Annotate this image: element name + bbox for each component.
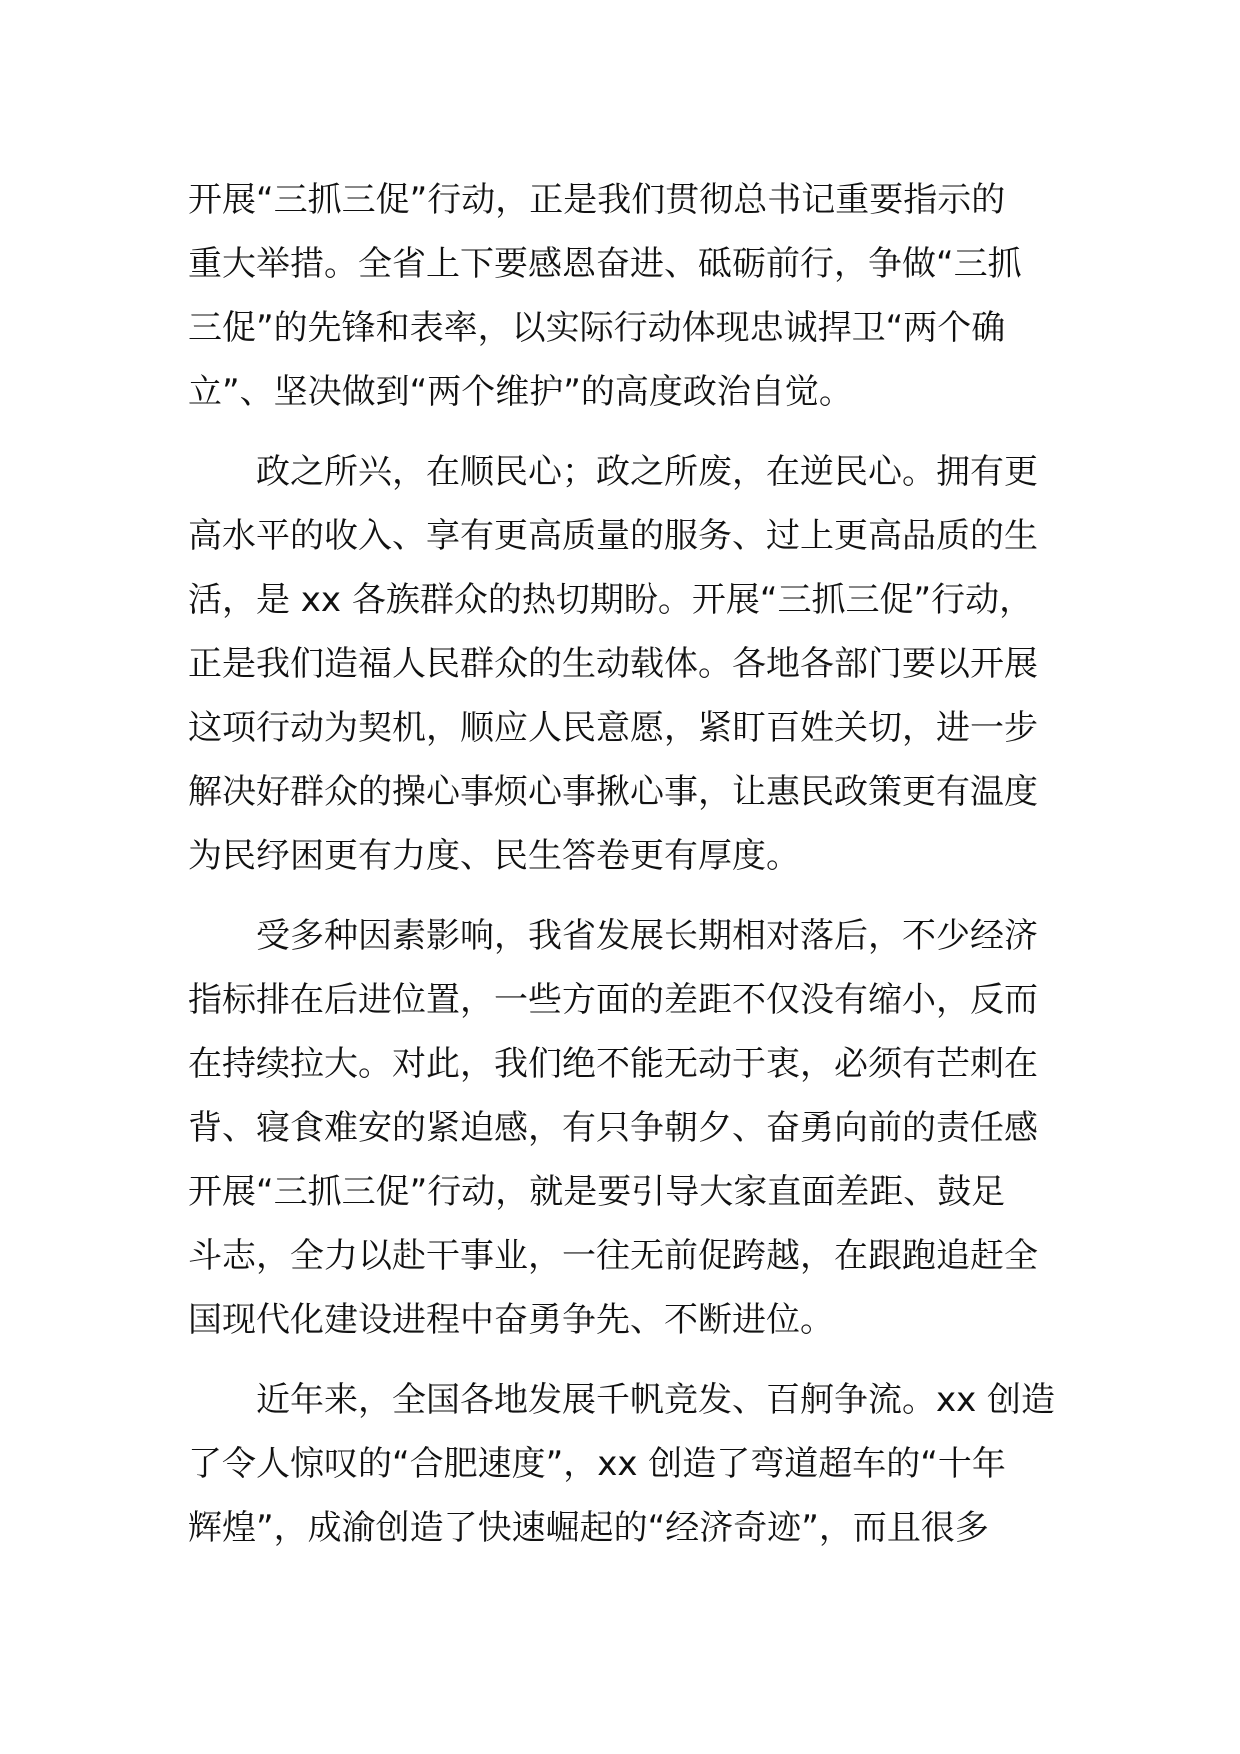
text-line: 高水平的收入、享有更高质量的服务、过上更高品质的生 <box>188 516 1038 556</box>
text-line: 在持续拉大。对此，我们绝不能无动于衷，必须有芒刺在 <box>188 1044 1038 1084</box>
document-body <box>188 168 1058 1576</box>
text-line: 重大举措。全省上下要感恩奋进、砥砺前行，争做“三抓 <box>188 244 1022 284</box>
text-line: 斗志，全力以赴干事业，一往无前促跨越，在跟跑追赶全 <box>188 1236 1038 1276</box>
text-line: 政之所兴，在顺民心；政之所废，在逆民心。拥有更 <box>256 452 1038 492</box>
text-line: 立”、坚决做到“两个维护”的高度政治自觉。 <box>188 372 853 412</box>
text-line: 活，是 xx 各族群众的热切期盼。开展“三抓三促”行动， <box>188 580 1034 620</box>
text-line: 为民纾困更有力度、民生答卷更有厚度。 <box>188 836 800 876</box>
text-line: 三促”的先锋和表率，以实际行动体现忠诚捍卫“两个确 <box>188 308 1006 348</box>
paragraph-4 <box>188 1368 1058 1560</box>
text-line: 正是我们造福人民群众的生动载体。各地各部门要以开展 <box>188 644 1038 684</box>
paragraph-2 <box>188 440 1058 888</box>
paragraph-3 <box>188 904 1058 1352</box>
text-line: 近年来，全国各地发展千帆竞发、百舸争流。xx 创造 <box>256 1380 1056 1420</box>
text-line: 背、寝食难安的紧迫感，有只争朝夕、奋勇向前的责任感 <box>188 1108 1038 1148</box>
text-line: 这项行动为契机，顺应人民意愿，紧盯百姓关切，进一步 <box>188 708 1038 748</box>
text-line: 指标排在后进位置，一些方面的差距不仅没有缩小，反而 <box>188 980 1038 1020</box>
text-line: 解决好群众的操心事烦心事揪心事，让惠民政策更有温度 <box>188 772 1038 812</box>
text-line: 辉煌”，成渝创造了快速崛起的“经济奇迹”，而且很多 <box>188 1508 989 1548</box>
text-line: 了令人惊叹的“合肥速度”，xx 创造了弯道超车的“十年 <box>188 1444 1006 1484</box>
text-line: 开展“三抓三促”行动，就是要引导大家直面差距、鼓足 <box>188 1172 1006 1212</box>
text-line: 受多种因素影响，我省发展长期相对落后，不少经济 <box>256 916 1038 956</box>
text-line: 开展“三抓三促”行动，正是我们贯彻总书记重要指示的 <box>188 180 1006 220</box>
paragraph-1 <box>188 168 1058 424</box>
text-line: 国现代化建设进程中奋勇争先、不断进位。 <box>188 1300 834 1340</box>
